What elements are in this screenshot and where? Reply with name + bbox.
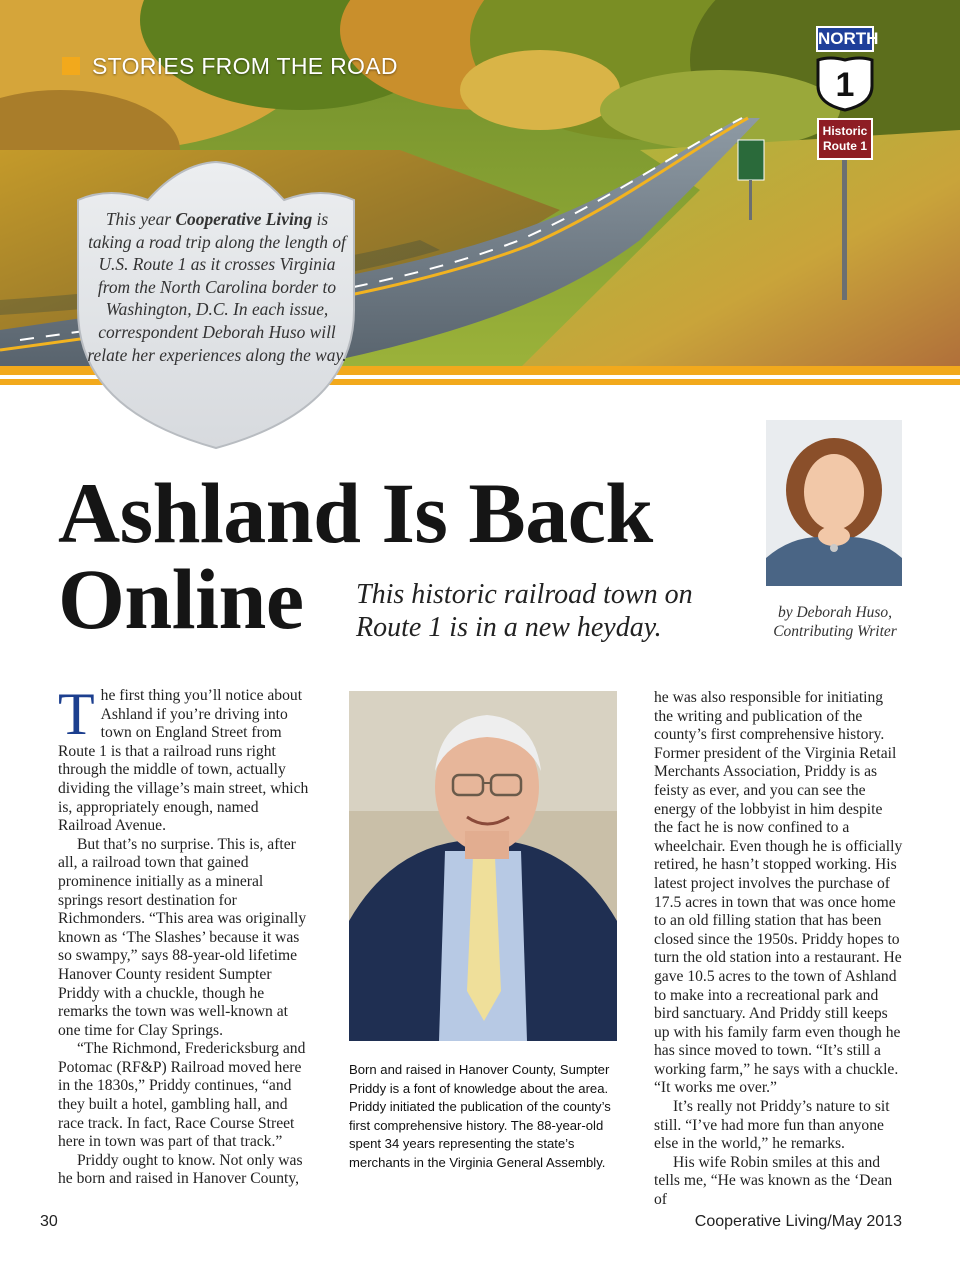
byline-author: by Deborah Huso, xyxy=(777,604,893,621)
author-photo xyxy=(766,420,902,586)
section-square-icon xyxy=(62,57,80,75)
sign-post xyxy=(842,160,847,300)
route-1-sign xyxy=(814,26,879,300)
article-column-1 xyxy=(58,681,310,1189)
page-number: 30 xyxy=(40,1213,58,1230)
photo-caption: Born and raised in Hanover County, Sumpter Priddy is a font of knowledge about the area. Priddy initiated the publication of the county’s first comprehensive history. The 88-year-old spent 34 years representing the state’s merchants in the Virginia General Assembly. xyxy=(349,1062,611,1170)
intro-text: This year Cooperative Living is taking a road trip along the length of U.S. Route 1 as it crosses Virginia from the North Carolina border to Washington, D.C. In each issue, correspondent Deborah Huso will relate her experiences along the way. xyxy=(87,209,347,365)
article-paragraph: His wife Robin smiles at this and tells me, “He was known as the ‘Dean of xyxy=(654,1153,893,1209)
historic-line2: Route 1 xyxy=(822,139,867,153)
article-paragraph: he was also responsible for initiating the writing and publication of the county’s first comprehensive history. Former president of the Virginia Retail Merchants Association, Priddy is as feisty as ever, and you can see the energy of the lobbyist in him despite the fact he is now confined to a wheelchair. Even though he is officially retired, he hasn’t stopped working. His latest project involves the purchase of 17.5 acres in town that was once home to an old filling station that has been closed since the 1950s. Priddy hopes to turn the old station into a restaurant. He gave 10.5 acres to the town of Ashland to make into a recreational park and bird sanctuary. And Priddy still keeps up with his family farm even though he has since moved to town. “It’s still a working farm,” he says with a chuckle. “It works me over.” xyxy=(654,689,903,1097)
byline xyxy=(750,603,920,641)
subhead: This historic railroad town on Route 1 is in a new heyday. xyxy=(356,579,693,643)
article-column-3 xyxy=(654,689,904,1210)
article-paragraph: “The Richmond, Fredericksburg and Potomac (RF&P) Railroad moved here in the 1830s,” Priddy continues, “and they built a hotel, gambling hall, and race track. In fact, Race Course Street here in town was part of that track.” xyxy=(58,1040,306,1151)
us-route-shield xyxy=(814,56,876,112)
magazine-name: Cooperative Living xyxy=(175,209,313,229)
route-number: 1 xyxy=(835,66,855,104)
headline-line2: Online xyxy=(58,551,304,647)
article-paragraph: The first thing you’ll notice about Ashland if you’re driving into town on England Street from Route 1 is that a railroad runs right through the middle of town, actually dividing the village’s main street, which is, appropriately enough, named Railroad Avenue. xyxy=(58,681,309,835)
drop-cap: T xyxy=(58,681,95,747)
historic-line1: Historic xyxy=(822,124,868,138)
article-paragraph: It’s really not Priddy’s nature to sit still. “I’ve had more fun than anyone else in the world,” he remarks. xyxy=(654,1098,890,1153)
priddy-photo xyxy=(349,691,617,1041)
sign-direction: NORTH xyxy=(816,26,874,52)
section-label-text: STORIES FROM THE ROAD xyxy=(92,52,398,79)
section-label xyxy=(62,52,398,80)
article-paragraph: But that’s no surprise. This is, after all, a railroad town that gained prominence initially as a mineral springs resort destination for Richmonders. “This area was originally known as ‘The Slashes’ because it was so swampy,” says 88-year-old lifetime Hanover County resident Sumpter Priddy with a chuckle, though he remarks the town was well-known at one time for Clay Springs. xyxy=(58,835,307,1039)
intro-shield xyxy=(70,160,362,450)
footer-magazine-issue: Cooperative Living/May 2013 xyxy=(694,1213,902,1230)
historic-route-plate xyxy=(817,118,873,160)
headline-line1: Ashland Is Back xyxy=(58,465,653,561)
article-paragraph: Priddy ought to know. Not only was he born and raised in Hanover County, xyxy=(58,1151,303,1188)
byline-role: Contributing Writer xyxy=(773,623,897,640)
